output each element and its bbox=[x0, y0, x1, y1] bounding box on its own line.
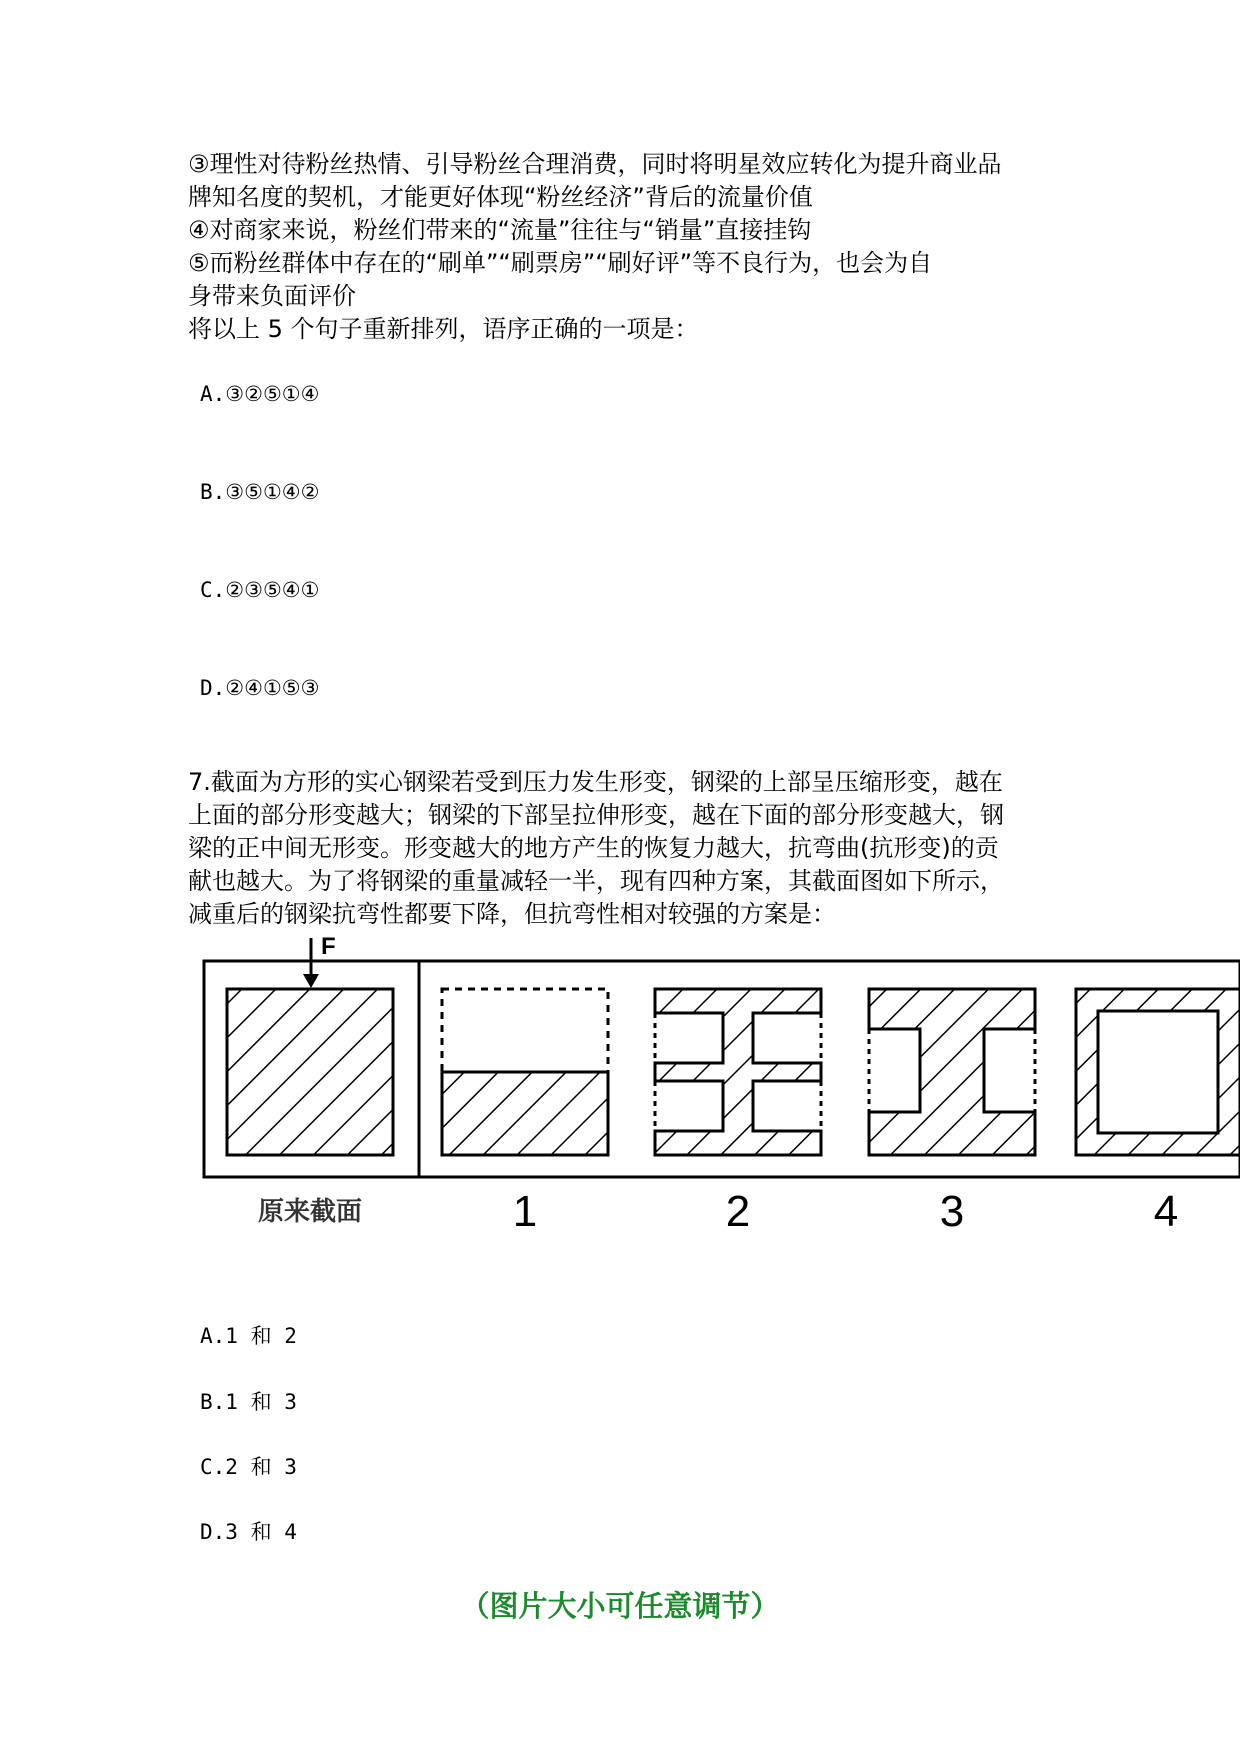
q7-option-a[interactable]: A.1 和 2 bbox=[200, 1324, 297, 1348]
q7-stem-line: 献也越大。为了将钢梁的重量减轻一半，现有四种方案，其截面图如下所示， bbox=[188, 867, 1004, 895]
force-arrow-head bbox=[303, 974, 319, 988]
q7-stem-line: 上面的部分形变越大；钢梁的下部呈拉伸形变，越在下面的部分形变越大，钢 bbox=[188, 801, 1004, 829]
q7-option-b[interactable]: B.1 和 3 bbox=[200, 1390, 297, 1414]
label-original: 原来截面 bbox=[257, 1197, 363, 1227]
scheme-1-section bbox=[442, 989, 608, 1155]
label-scheme-4: 4 bbox=[1153, 1187, 1179, 1236]
q7-stem-line: 梁的正中间无形变。形变越大的地方产生的恢复力越大，抗弯曲(抗形变)的贡 bbox=[188, 834, 999, 862]
scheme-2-section bbox=[655, 989, 821, 1155]
passage-line: ③理性对待粉丝热情、引导粉丝合理消费，同时将明星效应转化为提升商业品 bbox=[188, 150, 1002, 178]
label-scheme-1: 1 bbox=[512, 1187, 538, 1236]
original-section bbox=[227, 933, 393, 1155]
q6-option-b[interactable]: B.③⑤①④② bbox=[200, 480, 320, 504]
q7-option-d[interactable]: D.3 和 4 bbox=[200, 1520, 297, 1544]
scheme-4-section bbox=[1076, 989, 1240, 1155]
passage-line: 牌知名度的契机，才能更好体现“粉丝经济”背后的流量价值 bbox=[188, 183, 813, 211]
q7-stem-line: 减重后的钢梁抗弯性都要下降，但抗弯性相对较强的方案是： bbox=[188, 900, 836, 928]
passage-line: 身带来负面评价 bbox=[188, 282, 356, 310]
q6-option-d[interactable]: D.②④①⑤③ bbox=[200, 676, 320, 700]
label-scheme-2: 2 bbox=[725, 1187, 751, 1236]
cross-section-figure bbox=[198, 930, 1240, 1242]
q7-stem-line: 7.截面为方形的实心钢梁若受到压力发生形变，钢梁的上部呈压缩形变，越在 bbox=[188, 768, 1003, 796]
q7-option-c[interactable]: C.2 和 3 bbox=[200, 1455, 297, 1479]
label-scheme-3: 3 bbox=[939, 1187, 965, 1236]
force-label: F bbox=[321, 933, 336, 960]
question-prompt: 将以上 5 个句子重新排列，语序正确的一项是： bbox=[188, 315, 699, 343]
q7-stem bbox=[188, 766, 1048, 931]
passage-line: ④对商家来说，粉丝们带来的“流量”往往与“销量”直接挂钩 bbox=[188, 216, 812, 244]
q6-option-a[interactable]: A.③②⑤①④ bbox=[200, 382, 320, 406]
passage-line: ⑤而粉丝群体中存在的“刷单”“刷票房”“刷好评”等不良行为，也会为自 bbox=[188, 249, 933, 277]
scheme-3-section bbox=[869, 989, 1035, 1155]
image-resize-note: （图片大小可任意调节） bbox=[460, 1589, 780, 1623]
passage-text bbox=[188, 148, 1048, 346]
q6-option-c[interactable]: C.②③⑤④① bbox=[200, 578, 320, 602]
